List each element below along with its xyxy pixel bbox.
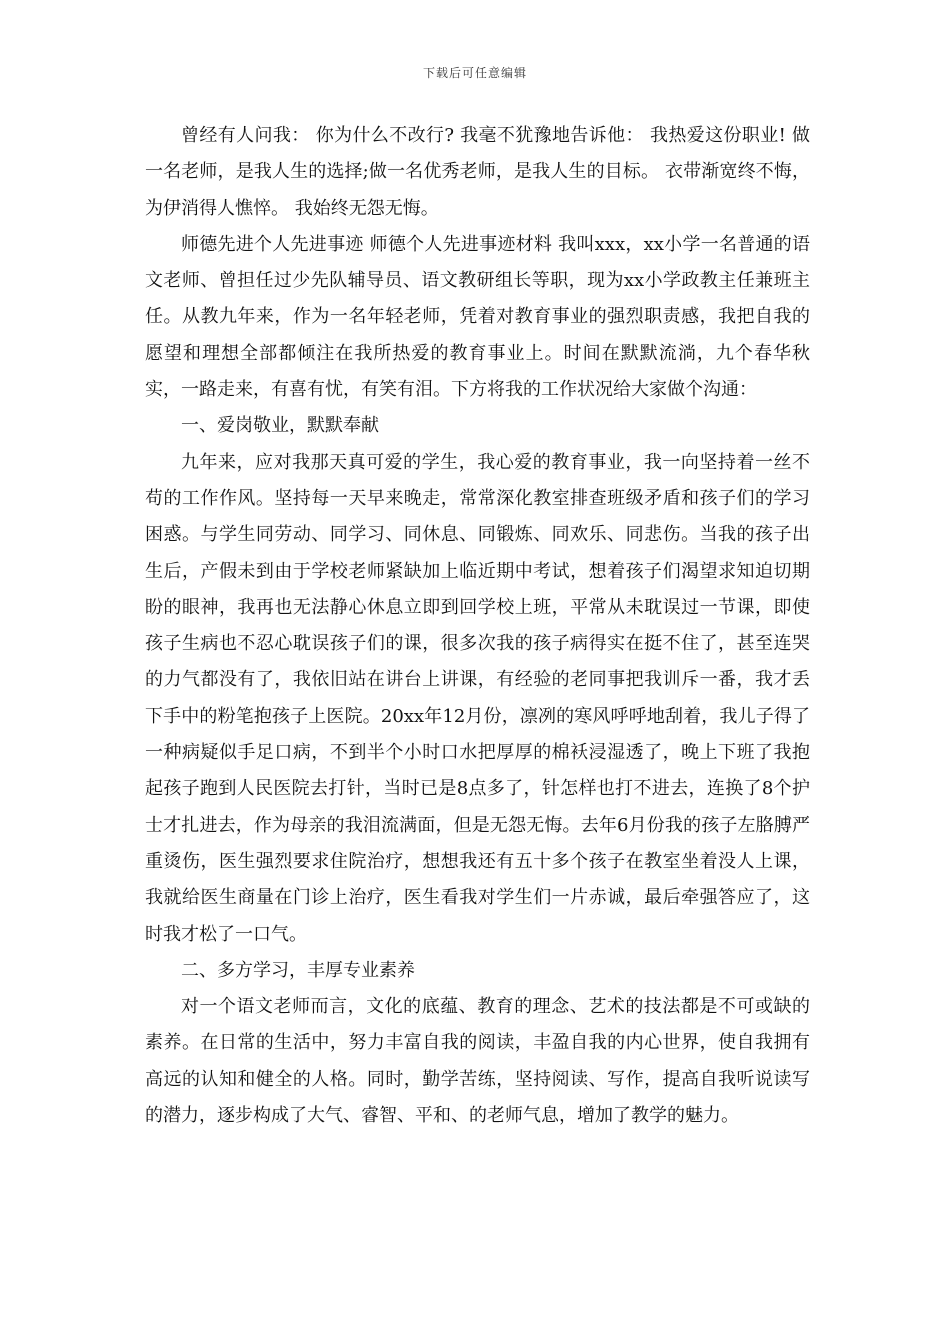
paragraph-section-2: 对一个语文老师而言，文化的底蕴、教育的理念、艺术的技法都是不可或缺的素养。在日常的生活中，努力丰富自我的阅读，丰盈自我的内心世界，使自我拥有高远的认知和健全的人格。同时，勤学苦练，坚持阅读、写作，提高自我听说读写的潜力，逐步构成了大气、睿智、平和、的老师气息，增加了教学的魅力。 <box>145 996 810 1127</box>
paragraph-intro: 曾经有人问我： 你为什么不改行? 我毫不犹豫地告诉他： 我热爱这份职业! 做一名老师，是我人生的选择;做一名优秀老师，是我人生的目标。 衣带渐宽终不悔，为伊消得人憔悴。 我始终无怨无悔。 <box>145 125 810 219</box>
paragraph-section-1: 九年来，应对我那天真可爱的学生，我心爱的教育事业，我一向坚持着一丝不苟的工作作风。坚持每一天早来晚走，常常深化教室排查班级矛盾和孩子们的学习困惑。与学生同劳动、同学习、同休息、同锻炼、同欢乐、同悲伤。当我的孩子出生后，产假未到由于学校老师紧缺加上临近期中考试，想着孩子们渴望求知迫切期盼的眼神，我再也无法静心休息立即到回学校上班，平常从未耽误过一节课，即使孩子生病也不忍心耽误孩子们的课，很多次我的孩子病得实在挺不住了，甚至连哭的力气都没有了，我依旧站在讲台上讲课，有经验的老同事把我训斥一番，我才丢下手中的粉笔抱孩子上医院。20xx年12月份，凛冽的寒风呼呼地刮着，我儿子得了一种病疑似手足口病，不到半个小时口水把厚厚的棉袄浸湿透了，晚上下班了我抱起孩子跑到人民医院去打针，当时已是8点多了，针怎样也打不进去，连换了8个护士才扎进去，作为母亲的我泪流满面，但是无怨无悔。去年6月份我的孩子左胳膊严重烫伤，医生强烈要求住院治疗，想想我还有五十多个孩子在教室坐着没人上课，我就给医生商量在门诊上治疗，医生看我对学生们一片赤诚，最后牵强答应了，这时我才松了一口气。 <box>145 451 810 945</box>
section-heading-2: 二、多方学习，丰厚专业素养 <box>181 959 415 981</box>
document-body <box>145 118 810 1134</box>
section-heading-1: 一、爱岗敬业，默默奉献 <box>181 415 379 437</box>
page-header: 下载后可任意编辑 <box>422 66 527 80</box>
paragraph-introduction-self: 师德先进个人先进事迹 师德个人先进事迹材料 我叫xxx，xx小学一名普通的语文老师、曾担任过少先队辅导员、语文教研组长等职，现为xx小学政教主任兼班主任。从教九年来，作为一名年轻老师，凭着对教育事业的强烈职责感，我把自我的愿望和理想全部都倾注在我所热爱的教育事业上。时间在默默流淌，九个春华秋实，一路走来，有喜有忧，有笑有泪。下方将我的工作状况给大家做个沟通： <box>145 233 810 401</box>
